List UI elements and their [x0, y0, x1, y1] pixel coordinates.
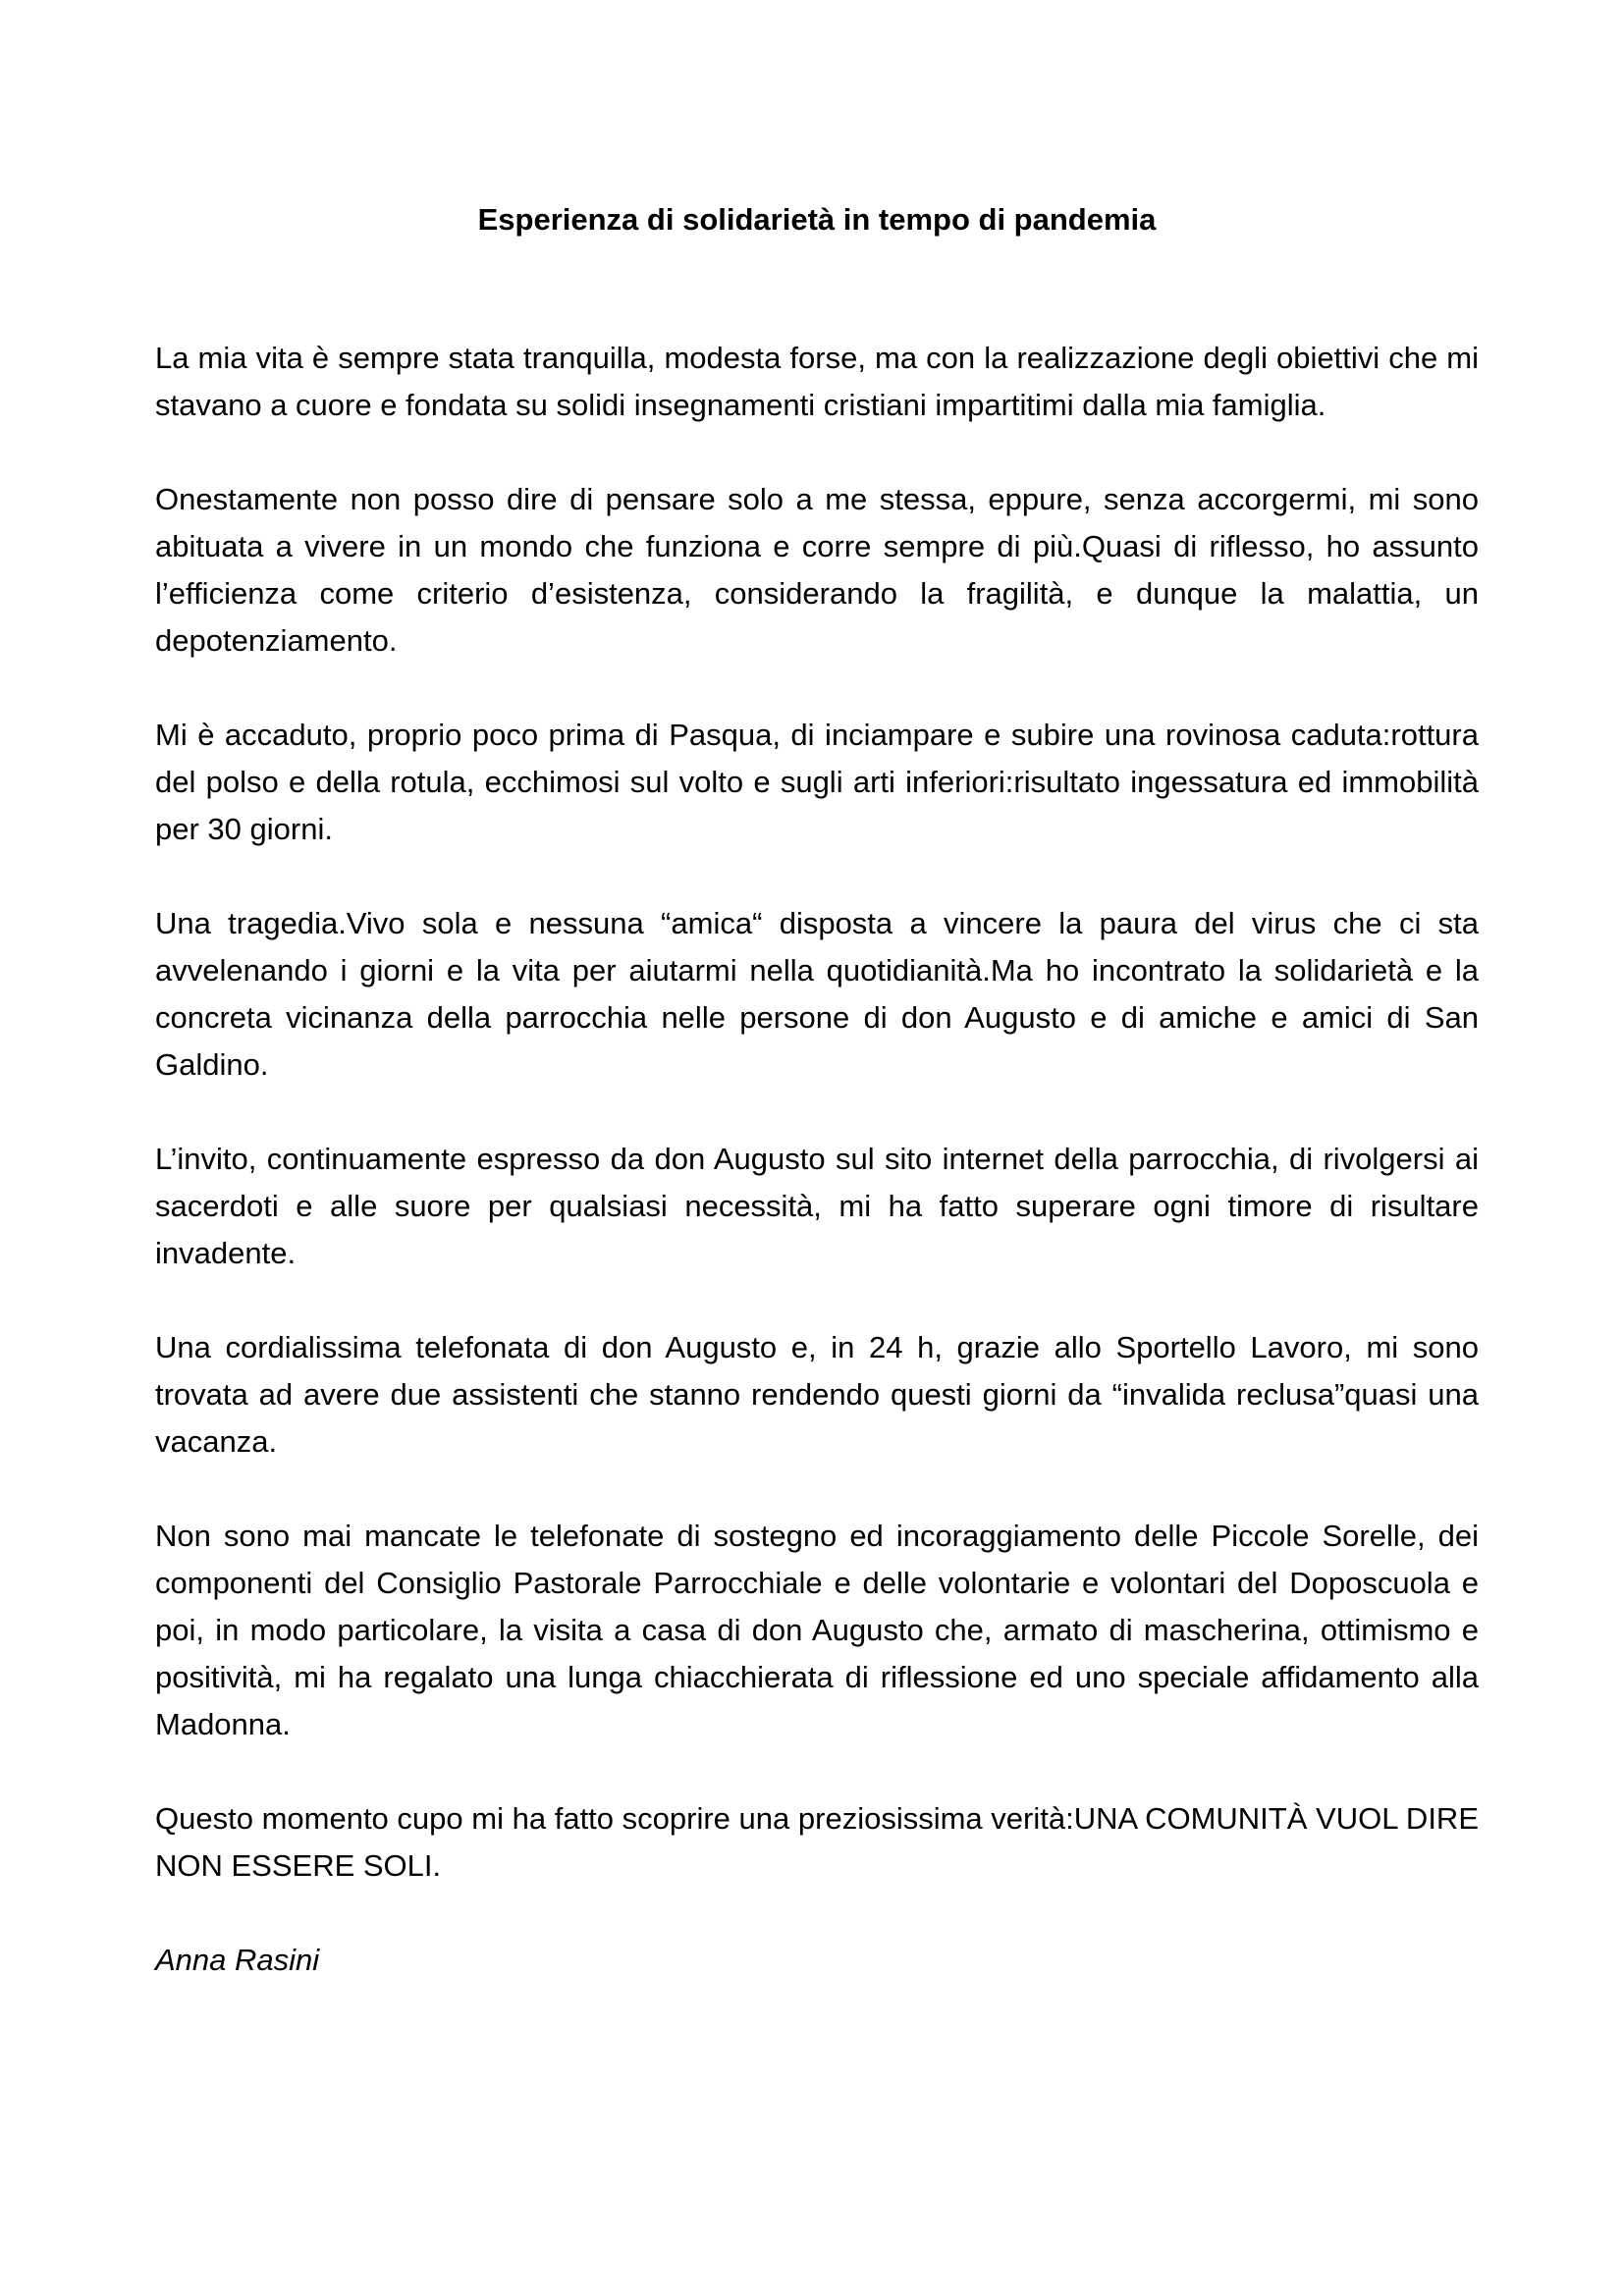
paragraph-conclusion: Questo momento cupo mi ha fatto scoprire una preziosissima verità:UNA COMUNITÀ VUOL DIRE NON ESSERE SOLI.	[155, 1801, 1479, 1883]
paragraph-solidarity: Una tragedia.Vivo sola e nessuna “amica“ disposta a vincere la paura del virus che ci sta avvelenando i giorni e la vita per aiutarmi nella quotidianità.Ma ho incontrato la solidarietà e la concreta vicinanza della parrocchia nelle persone di don Augusto e di amiche e amici di San Galdino.	[155, 906, 1479, 1082]
author-signature: Anna Rasini	[155, 1943, 320, 1977]
document-title: Esperienza di solidarietà in tempo di pandemia	[477, 202, 1157, 237]
paragraph-intro: La mia vita è sempre stata tranquilla, modesta forse, ma con la realizzazione degli obiettivi che mi stavano a cuore e fondata su solidi insegnamenti cristiani impartitimi dalla mia famiglia.	[155, 341, 1479, 422]
paragraph-accident: Mi è accaduto, proprio poco prima di Pasqua, di inciampare e subire una rovinosa caduta:rottura del polso e della rotula, ecchimosi sul volto e sugli arti inferiori:risultato ingessatura ed immobilità per 30 giorni.	[155, 718, 1479, 846]
paragraph-phone-call: Una cordialissima telefonata di don Augusto e, in 24 h, grazie allo Sportello Lavoro, mi sono trovata ad avere due assistenti che stanno rendendo questi giorni da “invalida reclusa”quasi una vacanza.	[155, 1330, 1479, 1459]
document-body	[155, 196, 1479, 1984]
paragraph-invitation: L’invito, continuamente espresso da don Augusto sul sito internet della parrocchia, di rivolgersi ai sacerdoti e alle suore per qualsiasi necessità, mi ha fatto superare ogni timore di risultare invadente.	[155, 1142, 1479, 1270]
paragraph-efficiency: Onestamente non posso dire di pensare solo a me stessa, eppure, senza accorgermi, mi sono abituata a vivere in un mondo che funziona e corre sempre di più.Quasi di riflesso, ho assunto l’efficienza come criterio d’esistenza, considerando la fragilità, e dunque la malattia, un depotenziamento.	[155, 482, 1479, 658]
paragraph-support: Non sono mai mancate le telefonate di sostegno ed incoraggiamento delle Piccole Sorelle, dei componenti del Consiglio Pastorale Parrocchiale e delle volontarie e volontari del Doposcuola e poi, in modo particolare, la visita a casa di don Augusto che, armato di mascherina, ottimismo e positività, mi ha regalato una lunga chiacchierata di riflessione ed uno speciale affidamento alla Madonna.	[155, 1519, 1479, 1741]
